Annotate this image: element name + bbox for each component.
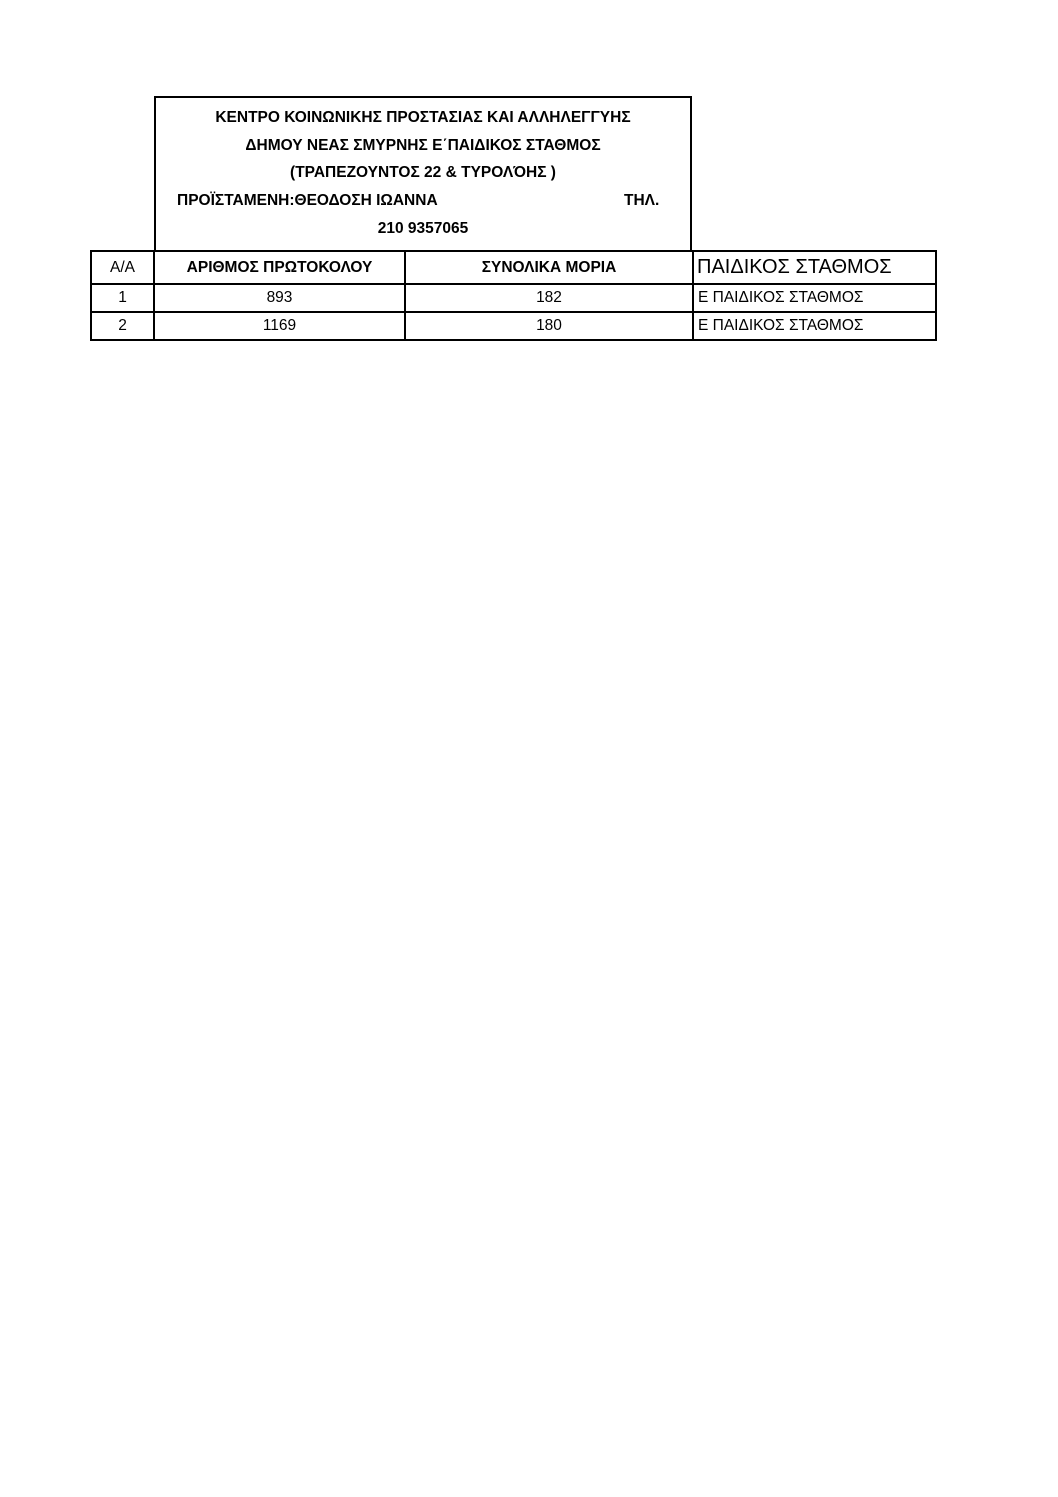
column-header-nursery: ΠΑΙΔΙΚΟΣ ΣΤΑΘΜΟΣ: [693, 251, 936, 284]
header-phone: 210 9357065: [377, 220, 469, 237]
cell-nursery: Ε ΠΑΙΔΙΚΟΣ ΣΤΑΘΜΟΣ: [693, 284, 936, 312]
results-table: [90, 250, 937, 341]
cell-protocol-number: 893: [154, 284, 405, 312]
column-header-total-points: ΣΥΝΟΛΙΚΑ ΜΟΡΙΑ: [405, 251, 693, 284]
cell-aa: 2: [91, 312, 154, 340]
cell-protocol-number: 1169: [154, 312, 405, 340]
cell-total-points: 180: [405, 312, 693, 340]
table-row: [91, 284, 936, 312]
cell-total-points: 182: [405, 284, 693, 312]
header-address: (ΤΡΑΠΕΖΟΥΝΤΟΣ 22 & ΤΥΡΟΛΌΗΣ ): [290, 164, 556, 181]
cell-nursery: Ε ΠΑΙΔΙΚΟΣ ΣΤΑΘΜΟΣ: [693, 312, 936, 340]
header-municipality: ΔΗΜΟΥ ΝΕΑΣ ΣΜΥΡΝΗΣ Ε΄ΠΑΙΔΙΚΟΣ ΣΤΑΘΜΟΣ: [245, 137, 601, 154]
table-header-row: [91, 251, 936, 284]
column-header-protocol-number: ΑΡΙΘΜΟΣ ΠΡΩΤΟΚΟΛΟΥ: [154, 251, 405, 284]
cell-aa: 1: [91, 284, 154, 312]
header-organization: ΚΕΝΤΡΟ ΚΟΙΝΩΝΙΚΗΣ ΠΡΟΣΤΑΣΙΑΣ ΚΑΙ ΑΛΛΗΛΕΓΓΥΗΣ: [215, 109, 631, 126]
header-box: [154, 96, 692, 251]
column-header-aa: Α/Α: [91, 251, 154, 284]
header-supervisor: ΠΡΟΪΣΤΑΜΕΝΗ:ΘΕΟΔΟΣΗ ΙΩΑΝΝΑ: [177, 192, 438, 209]
table-row: [91, 312, 936, 340]
header-phone-label: ΤΗΛ.: [624, 192, 660, 209]
